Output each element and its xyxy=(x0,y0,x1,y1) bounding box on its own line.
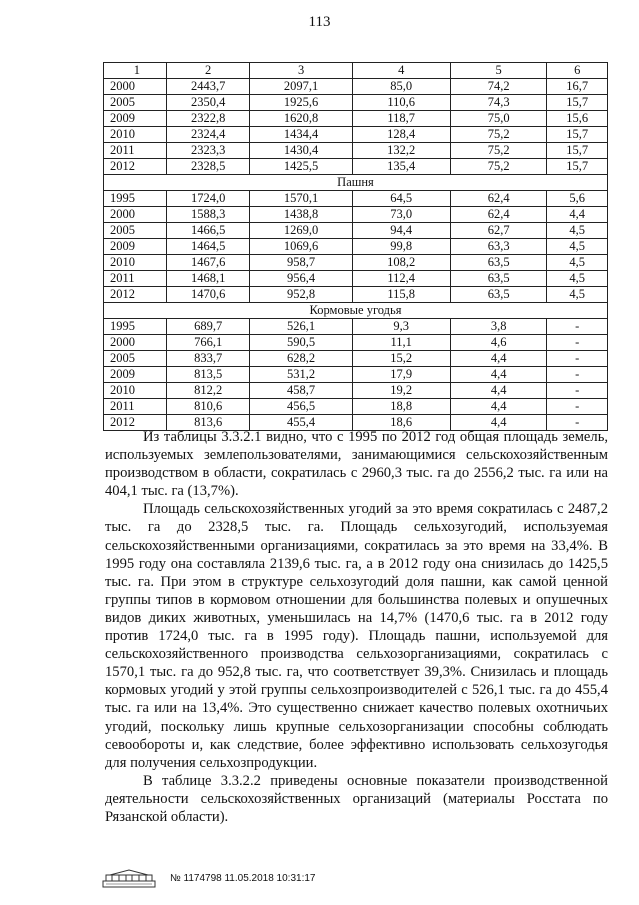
table-cell: 2012 xyxy=(104,287,167,303)
table-cell: - xyxy=(547,415,608,431)
table-cell: 1620,8 xyxy=(250,111,352,127)
paragraph: В таблице 3.3.2.2 приведены основные показатели производственной деятельности сельскохозяйственных организаций (материалы Росстата по Рязанской области). xyxy=(105,772,608,825)
table-cell: 2324,4 xyxy=(166,127,250,143)
table-cell: 833,7 xyxy=(166,351,250,367)
table-cell: 2323,3 xyxy=(166,143,250,159)
table-cell: 455,4 xyxy=(250,415,352,431)
table-cell: 62,4 xyxy=(450,207,547,223)
table-cell: 62,4 xyxy=(450,191,547,207)
table-cell: 15,2 xyxy=(352,351,450,367)
table-cell: 2443,7 xyxy=(166,79,250,95)
table-cell: 94,4 xyxy=(352,223,450,239)
table-cell: 4,5 xyxy=(547,239,608,255)
table-cell: 1438,8 xyxy=(250,207,352,223)
table-cell: 2009 xyxy=(104,111,167,127)
table-cell: 15,7 xyxy=(547,159,608,175)
table-cell: 813,5 xyxy=(166,367,250,383)
body-text xyxy=(105,428,608,826)
table-cell: 1995 xyxy=(104,319,167,335)
table-cell: 132,2 xyxy=(352,143,450,159)
table-cell: 75,2 xyxy=(450,127,547,143)
table-cell: 74,3 xyxy=(450,95,547,111)
table-cell: 108,2 xyxy=(352,255,450,271)
table-cell: 810,6 xyxy=(166,399,250,415)
table-cell: 4,4 xyxy=(450,415,547,431)
table-row xyxy=(104,255,608,271)
statistics-table xyxy=(103,62,608,431)
table-header-row xyxy=(104,63,608,79)
table-cell: - xyxy=(547,319,608,335)
table-cell: 456,5 xyxy=(250,399,352,415)
table-row xyxy=(104,239,608,255)
table-cell: 2010 xyxy=(104,127,167,143)
table-row xyxy=(104,271,608,287)
table-cell: 112,4 xyxy=(352,271,450,287)
table-row xyxy=(104,367,608,383)
table-row xyxy=(104,159,608,175)
table-cell: 63,5 xyxy=(450,271,547,287)
table-cell: 4,4 xyxy=(547,207,608,223)
table-cell: 3,8 xyxy=(450,319,547,335)
table-cell: 4,5 xyxy=(547,287,608,303)
table-cell: 2010 xyxy=(104,255,167,271)
table-cell: 2011 xyxy=(104,271,167,287)
table-cell: 2009 xyxy=(104,239,167,255)
table-cell: 1468,1 xyxy=(166,271,250,287)
table-cell: 812,2 xyxy=(166,383,250,399)
table-cell: 4,4 xyxy=(450,383,547,399)
table-cell: 2000 xyxy=(104,335,167,351)
table-cell: 2000 xyxy=(104,79,167,95)
table-cell: 4,5 xyxy=(547,255,608,271)
table-row xyxy=(104,335,608,351)
table-cell: - xyxy=(547,367,608,383)
table-cell: 458,7 xyxy=(250,383,352,399)
table-cell: 2005 xyxy=(104,351,167,367)
table-cell: 1724,0 xyxy=(166,191,250,207)
table-cell: 4,4 xyxy=(450,367,547,383)
table-cell: 15,7 xyxy=(547,143,608,159)
table-cell: 2322,8 xyxy=(166,111,250,127)
table-header-cell: 1 xyxy=(104,63,167,79)
table-cell: 1570,1 xyxy=(250,191,352,207)
table-cell: 63,5 xyxy=(450,255,547,271)
table-cell: 4,4 xyxy=(450,351,547,367)
table-cell: 19,2 xyxy=(352,383,450,399)
table-section-title: Пашня xyxy=(104,175,608,191)
table-cell: 115,8 xyxy=(352,287,450,303)
table-cell: 2010 xyxy=(104,383,167,399)
table-cell: 2011 xyxy=(104,143,167,159)
table-row xyxy=(104,223,608,239)
table-cell: 74,2 xyxy=(450,79,547,95)
table-cell: 1069,6 xyxy=(250,239,352,255)
table-cell: 2009 xyxy=(104,367,167,383)
table-cell: 75,0 xyxy=(450,111,547,127)
table-cell: 1466,5 xyxy=(166,223,250,239)
table-cell: 128,4 xyxy=(352,127,450,143)
table-cell: 4,5 xyxy=(547,271,608,287)
table-cell: - xyxy=(547,351,608,367)
table-cell: 1925,6 xyxy=(250,95,352,111)
table-cell: 99,8 xyxy=(352,239,450,255)
table-section-title: Кормовые угодья xyxy=(104,303,608,319)
table-section-row xyxy=(104,303,608,319)
table-cell: 75,2 xyxy=(450,143,547,159)
table-cell: 15,7 xyxy=(547,127,608,143)
table-cell: 1430,4 xyxy=(250,143,352,159)
table-cell: 110,6 xyxy=(352,95,450,111)
table-cell: 2011 xyxy=(104,399,167,415)
table-cell: 2005 xyxy=(104,223,167,239)
table-row xyxy=(104,287,608,303)
table-cell: 4,4 xyxy=(450,399,547,415)
table-cell: 1464,5 xyxy=(166,239,250,255)
table-cell: 75,2 xyxy=(450,159,547,175)
table-cell: 628,2 xyxy=(250,351,352,367)
table-cell: 62,7 xyxy=(450,223,547,239)
table-cell: 590,5 xyxy=(250,335,352,351)
table-cell: 63,3 xyxy=(450,239,547,255)
table-row xyxy=(104,191,608,207)
footer xyxy=(102,868,362,892)
table-header-cell: 3 xyxy=(250,63,352,79)
table-row xyxy=(104,143,608,159)
table-row xyxy=(104,399,608,415)
table-cell: 73,0 xyxy=(352,207,450,223)
table-cell: 16,7 xyxy=(547,79,608,95)
table-row xyxy=(104,111,608,127)
page-number: 113 xyxy=(308,14,331,30)
table-row xyxy=(104,127,608,143)
table-cell: 17,9 xyxy=(352,367,450,383)
table-cell: 689,7 xyxy=(166,319,250,335)
table-cell: 5,6 xyxy=(547,191,608,207)
table-row xyxy=(104,79,608,95)
table-row xyxy=(104,95,608,111)
table-cell: 2012 xyxy=(104,159,167,175)
government-seal-icon xyxy=(102,868,156,888)
table-cell: 64,5 xyxy=(352,191,450,207)
table-cell: 1470,6 xyxy=(166,287,250,303)
table-cell: 15,7 xyxy=(547,95,608,111)
table-cell: 2005 xyxy=(104,95,167,111)
table-cell: 1467,6 xyxy=(166,255,250,271)
table-cell: 2012 xyxy=(104,415,167,431)
table-cell: 531,2 xyxy=(250,367,352,383)
table-cell: 958,7 xyxy=(250,255,352,271)
table-cell: 1425,5 xyxy=(250,159,352,175)
table-cell: 4,5 xyxy=(547,223,608,239)
table-cell: 1995 xyxy=(104,191,167,207)
table-cell: 118,7 xyxy=(352,111,450,127)
table-cell: 2350,4 xyxy=(166,95,250,111)
table-cell: - xyxy=(547,335,608,351)
table-section-row xyxy=(104,175,608,191)
table-cell: 2328,5 xyxy=(166,159,250,175)
table-cell: 813,6 xyxy=(166,415,250,431)
table-cell: 9,3 xyxy=(352,319,450,335)
table-cell: - xyxy=(547,399,608,415)
table-cell: 956,4 xyxy=(250,271,352,287)
table-cell: 1588,3 xyxy=(166,207,250,223)
table-row xyxy=(104,383,608,399)
table-cell: 135,4 xyxy=(352,159,450,175)
table-cell: 85,0 xyxy=(352,79,450,95)
table-row xyxy=(104,319,608,335)
table-cell: 4,6 xyxy=(450,335,547,351)
table-cell: 2097,1 xyxy=(250,79,352,95)
table-cell: 952,8 xyxy=(250,287,352,303)
table-header-cell: 6 xyxy=(547,63,608,79)
table-cell: 11,1 xyxy=(352,335,450,351)
table-row xyxy=(104,351,608,367)
table-header-cell: 2 xyxy=(166,63,250,79)
table-cell: 18,8 xyxy=(352,399,450,415)
table-cell: 18,6 xyxy=(352,415,450,431)
table-cell: 1434,4 xyxy=(250,127,352,143)
table-cell: 526,1 xyxy=(250,319,352,335)
paragraph: Площадь сельскохозяйственных угодий за это время сократилась с 2487,2 тыс. га до 2328,5 тыс. га. Площадь сельхозугодий, используемая сельскохозяйственными организациями, сократилась за это время на 33,4%. В 1995 году она составляла 2139,6 тыс. га, а в 2012 году она снизилась до 1425,5 тыс. га. При этом в структуре сельхозугодий доля пашни, как самой ценной группы типов в кормовом отношении для большинства полевых и опушечных видов диких животных, уменьшилась на 14,7% (1470,6 тыс. га в 2012 году против 1724,0 тыс. га в 1995 году). Площадь пашни, используемой для сельскохозяйственного производства сельхозорганизациями, сократилась с 1570,1 тыс. га до 952,8 тыс. га, что соответствует 39,3%. Снизилась и площадь кормовых угодий у этой группы сельхозпроизводителей с 526,1 тыс. га до 455,4 тыс. га или на 13,4%. Это существенно снижает качество полевых охотничьих угодий, поскольку лишь крупные сельхозорганизации способны соблюдать севообороты и, как следствие, более эффективно использовать сельхозугодья для получения сельхозпродукции. xyxy=(105,501,608,771)
table-cell: - xyxy=(547,383,608,399)
table-cell: 1269,0 xyxy=(250,223,352,239)
table-header-cell: 4 xyxy=(352,63,450,79)
paragraph: Из таблицы 3.3.2.1 видно, что с 1995 по 2012 год общая площадь земель, используемых землепользователями, занимающимися сельскохозяйственным производством в области, сократилась с 2960,3 тыс. га до 2556,2 тыс. га или на 404,1 тыс. га (13,7%). xyxy=(105,429,608,500)
document-id: № 1174798 11.05.2018 10:31:17 xyxy=(170,873,316,884)
table-header-cell: 5 xyxy=(450,63,547,79)
table-cell: 2000 xyxy=(104,207,167,223)
table-cell: 15,6 xyxy=(547,111,608,127)
table-cell: 766,1 xyxy=(166,335,250,351)
table-row xyxy=(104,207,608,223)
table-cell: 63,5 xyxy=(450,287,547,303)
